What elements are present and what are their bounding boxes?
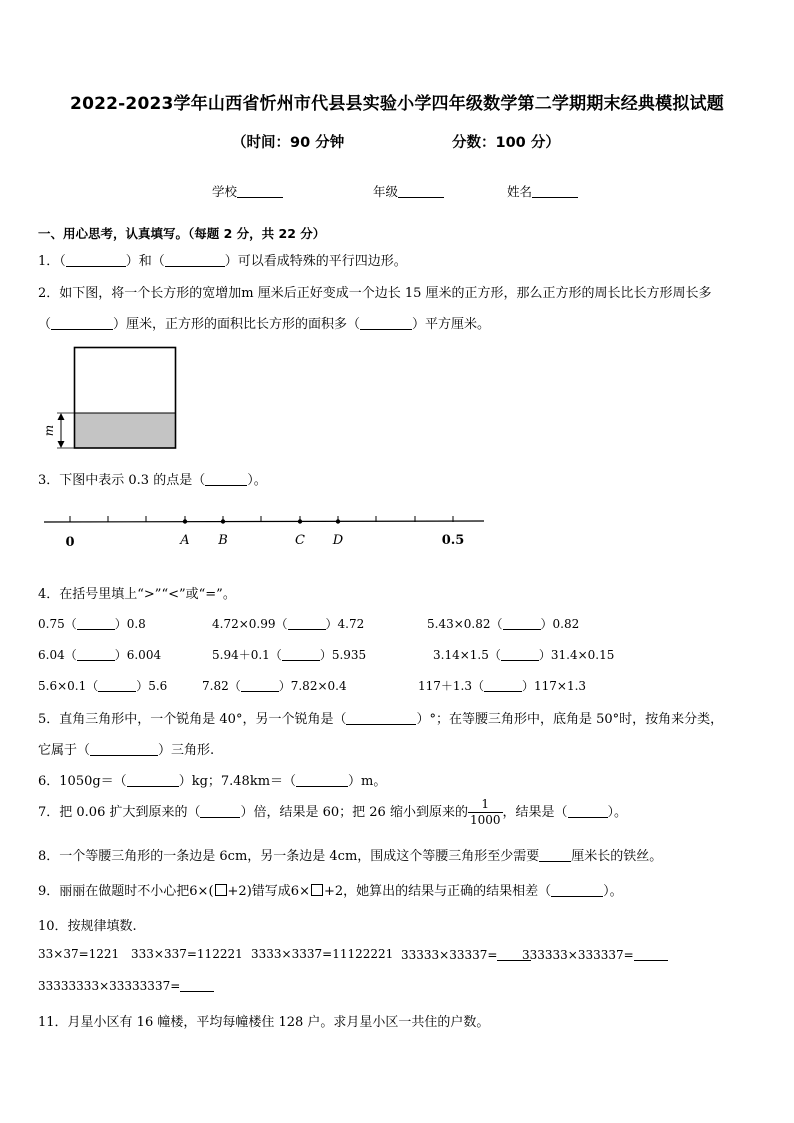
question-6 bbox=[38, 770, 386, 789]
pattern-item: 33×37=1221 bbox=[38, 947, 120, 961]
compare-left: 3.14×1.5（ bbox=[433, 648, 501, 662]
q6-text-a: 6．1050g＝（ bbox=[38, 774, 127, 789]
name-label: 姓名 bbox=[507, 184, 533, 199]
name-field[interactable] bbox=[507, 182, 578, 200]
compare-item bbox=[202, 677, 347, 694]
compare-blank[interactable] bbox=[77, 647, 115, 661]
q6-blank-2[interactable] bbox=[296, 773, 348, 787]
q6-text-c: ）m。 bbox=[348, 774, 387, 789]
arrow-up-icon bbox=[58, 413, 65, 420]
compare-blank[interactable] bbox=[484, 678, 522, 692]
compare-item bbox=[212, 615, 364, 632]
q7-text-c: ，结果是（ bbox=[502, 805, 568, 820]
q3-blank[interactable] bbox=[205, 472, 247, 486]
label-a: A bbox=[180, 533, 190, 548]
compare-blank[interactable] bbox=[241, 678, 279, 692]
q9-expr-1b: +2) bbox=[227, 884, 252, 899]
fraction-numerator: 1 bbox=[468, 797, 503, 813]
q7-text-d: ）。 bbox=[607, 805, 628, 820]
label-zero: 0 bbox=[65, 535, 75, 550]
pattern-item bbox=[38, 978, 214, 993]
q2-text-c: ）平方厘米。 bbox=[412, 317, 491, 332]
q1-text-c: ）可以看成特殊的平行四边形。 bbox=[224, 254, 407, 269]
square-figure bbox=[40, 340, 185, 455]
compare-blank[interactable] bbox=[282, 647, 320, 661]
pattern-text: 33333333×33333337= bbox=[38, 979, 181, 993]
pattern-text: 33333×33337= bbox=[401, 948, 498, 962]
fraction-denominator: 1000 bbox=[469, 813, 501, 827]
q5-text-c: 它属于（ bbox=[38, 743, 91, 758]
compare-item bbox=[38, 615, 146, 632]
question-11: 11．月星小区有 16 幢楼，平均每幢楼住 128 户。求月星小区一共住的户数。 bbox=[38, 1015, 490, 1030]
compare-item bbox=[38, 677, 167, 694]
school-blank[interactable] bbox=[237, 185, 283, 198]
q9-text-d: ）。 bbox=[603, 884, 623, 899]
compare-item bbox=[212, 646, 366, 663]
q5-blank-1[interactable] bbox=[346, 711, 416, 725]
compare-right: ）5.935 bbox=[319, 648, 367, 662]
compare-item bbox=[427, 615, 579, 632]
compare-item bbox=[418, 677, 586, 694]
q5-blank-2[interactable] bbox=[90, 742, 158, 756]
label-half: 0.5 bbox=[441, 533, 465, 548]
question-4-stem: 4．在括号里填上“>”“<”或“=”。 bbox=[38, 587, 236, 602]
point-c bbox=[298, 519, 302, 523]
grade-label: 年级 bbox=[373, 184, 399, 199]
question-2-line-1: 2．如下图，将一个长方形的宽增加m 厘米后正好变成一个边长 15 厘米的正方形，那么正方形的周长比长方形周长多 bbox=[38, 286, 712, 301]
compare-right: ）0.8 bbox=[114, 617, 146, 631]
compare-left: 7.82（ bbox=[202, 679, 241, 693]
q2-text-b: ）厘米，正方形的面积比长方形的面积多（ bbox=[113, 317, 361, 332]
q9-text-a: 9．丽丽在做题时不小心把 bbox=[38, 884, 190, 899]
q9-blank[interactable] bbox=[551, 883, 603, 897]
compare-blank[interactable] bbox=[77, 616, 115, 630]
compare-blank[interactable] bbox=[288, 616, 326, 630]
pattern-text: 333333×333337= bbox=[522, 948, 634, 962]
question-5-line-2 bbox=[38, 739, 214, 758]
number-line bbox=[40, 505, 490, 553]
q5-text-d: ）三角形. bbox=[158, 743, 215, 758]
grade-blank[interactable] bbox=[398, 185, 444, 198]
box-icon bbox=[311, 884, 323, 896]
question-10-stem: 10．按规律填数. bbox=[38, 919, 137, 934]
pattern-blank[interactable] bbox=[180, 978, 214, 992]
exam-score: 分数：100 分） bbox=[452, 135, 560, 151]
q9-text-mid: 错写成 bbox=[251, 884, 291, 899]
q1-text-b: ）和（ bbox=[125, 254, 165, 269]
q6-blank-1[interactable] bbox=[127, 773, 179, 787]
q7-text-b: ）倍，结果是 60；把 26 缩小到原来的 bbox=[240, 805, 468, 820]
q9-expr-2b: +2 bbox=[323, 884, 344, 899]
grade-field[interactable] bbox=[373, 182, 444, 200]
q9-expr-1a: 6×( bbox=[189, 884, 214, 899]
point-d bbox=[336, 519, 340, 523]
q9-text-c: ，她算出的结果与正确的结果相差（ bbox=[343, 884, 552, 899]
q1-blank-1[interactable] bbox=[66, 253, 126, 267]
label-d: D bbox=[332, 533, 344, 548]
q2-blank-1[interactable] bbox=[51, 316, 113, 330]
compare-left: 0.75（ bbox=[38, 617, 77, 631]
school-field[interactable] bbox=[212, 182, 283, 200]
q5-text-a: 5．直角三角形中，一个锐角是 40°，另一个锐角是（ bbox=[38, 712, 347, 727]
exam-time: （时间：90 分钟 bbox=[232, 135, 345, 151]
compare-right: ）7.82×0.4 bbox=[278, 679, 347, 693]
q8-blank[interactable] bbox=[539, 848, 571, 862]
name-blank[interactable] bbox=[532, 185, 578, 198]
compare-left: 5.43×0.82（ bbox=[427, 617, 503, 631]
compare-left: 117＋1.3（ bbox=[418, 679, 484, 693]
question-8 bbox=[38, 845, 662, 864]
compare-right: ）4.72 bbox=[325, 617, 365, 631]
point-a bbox=[183, 519, 187, 523]
q1-text-a: 1．（ bbox=[38, 254, 66, 269]
compare-left: 4.72×0.99（ bbox=[212, 617, 288, 631]
compare-right: ）0.82 bbox=[540, 617, 580, 631]
pattern-item: 3333×3337=11122221 bbox=[251, 947, 394, 961]
q7-text-a: 7．把 0.06 扩大到原来的（ bbox=[38, 805, 201, 820]
compare-right: ）31.4×0.15 bbox=[538, 648, 615, 662]
m-label: m bbox=[42, 424, 56, 437]
pattern-item bbox=[522, 947, 668, 962]
school-label: 学校 bbox=[212, 184, 238, 199]
point-b bbox=[221, 519, 225, 523]
arrow-down-icon bbox=[58, 441, 65, 448]
q7-blank-1[interactable] bbox=[200, 804, 240, 818]
number-line-axis bbox=[44, 521, 484, 522]
compare-blank[interactable] bbox=[503, 616, 541, 630]
box-icon bbox=[215, 884, 227, 896]
compare-right: ）5.6 bbox=[136, 679, 168, 693]
q6-text-b: ）kg；7.48km＝（ bbox=[178, 774, 297, 789]
q5-text-b: ）°；在等腰三角形中，底角是 50°时，按角来分类， bbox=[416, 712, 724, 727]
question-5-line-1 bbox=[38, 708, 723, 727]
q2-text-a: （ bbox=[38, 317, 52, 332]
compare-left: 5.94＋0.1（ bbox=[212, 648, 282, 662]
page-title: 2022-2023学年山西省忻州市代县县实验小学四年级数学第二学期期末经典模拟试题 bbox=[70, 94, 724, 114]
compare-left: 6.04（ bbox=[38, 648, 77, 662]
compare-blank[interactable] bbox=[501, 647, 539, 661]
compare-item bbox=[38, 646, 161, 663]
compare-item bbox=[433, 646, 614, 663]
q9-expr-2a: 6× bbox=[290, 884, 310, 899]
compare-left: 5.6×0.1（ bbox=[38, 679, 99, 693]
pattern-item bbox=[401, 947, 531, 962]
question-9 bbox=[38, 880, 623, 899]
q1-blank-2[interactable] bbox=[165, 253, 225, 267]
compare-blank[interactable] bbox=[98, 678, 136, 692]
q2-blank-2[interactable] bbox=[360, 316, 412, 330]
q3-text-b: ）。 bbox=[247, 473, 267, 488]
q8-text-b: 厘米长的铁丝。 bbox=[571, 849, 663, 864]
pattern-item: 333×337=112221 bbox=[131, 947, 243, 961]
added-strip bbox=[75, 413, 176, 448]
compare-right: ）6.004 bbox=[114, 648, 162, 662]
question-2-line-2 bbox=[38, 313, 490, 332]
section-heading: 一、用心思考，认真填写。（每题 2 分，共 22 分） bbox=[38, 226, 326, 241]
pattern-blank[interactable] bbox=[634, 947, 668, 961]
q7-blank-2[interactable] bbox=[568, 804, 608, 818]
compare-right: ）117×1.3 bbox=[522, 679, 587, 693]
question-3 bbox=[38, 469, 267, 488]
question-7 bbox=[38, 797, 627, 828]
q8-text-a: 8．一个等腰三角形的一条边是 6cm，另一条边是 4cm，围成这个等腰三角形至少需要 bbox=[38, 849, 540, 864]
question-1 bbox=[38, 250, 407, 269]
q3-text-a: 3．下图中表示 0.3 的点是（ bbox=[38, 473, 206, 488]
label-c: C bbox=[295, 533, 305, 548]
fraction bbox=[468, 797, 503, 828]
label-b: B bbox=[218, 533, 228, 548]
